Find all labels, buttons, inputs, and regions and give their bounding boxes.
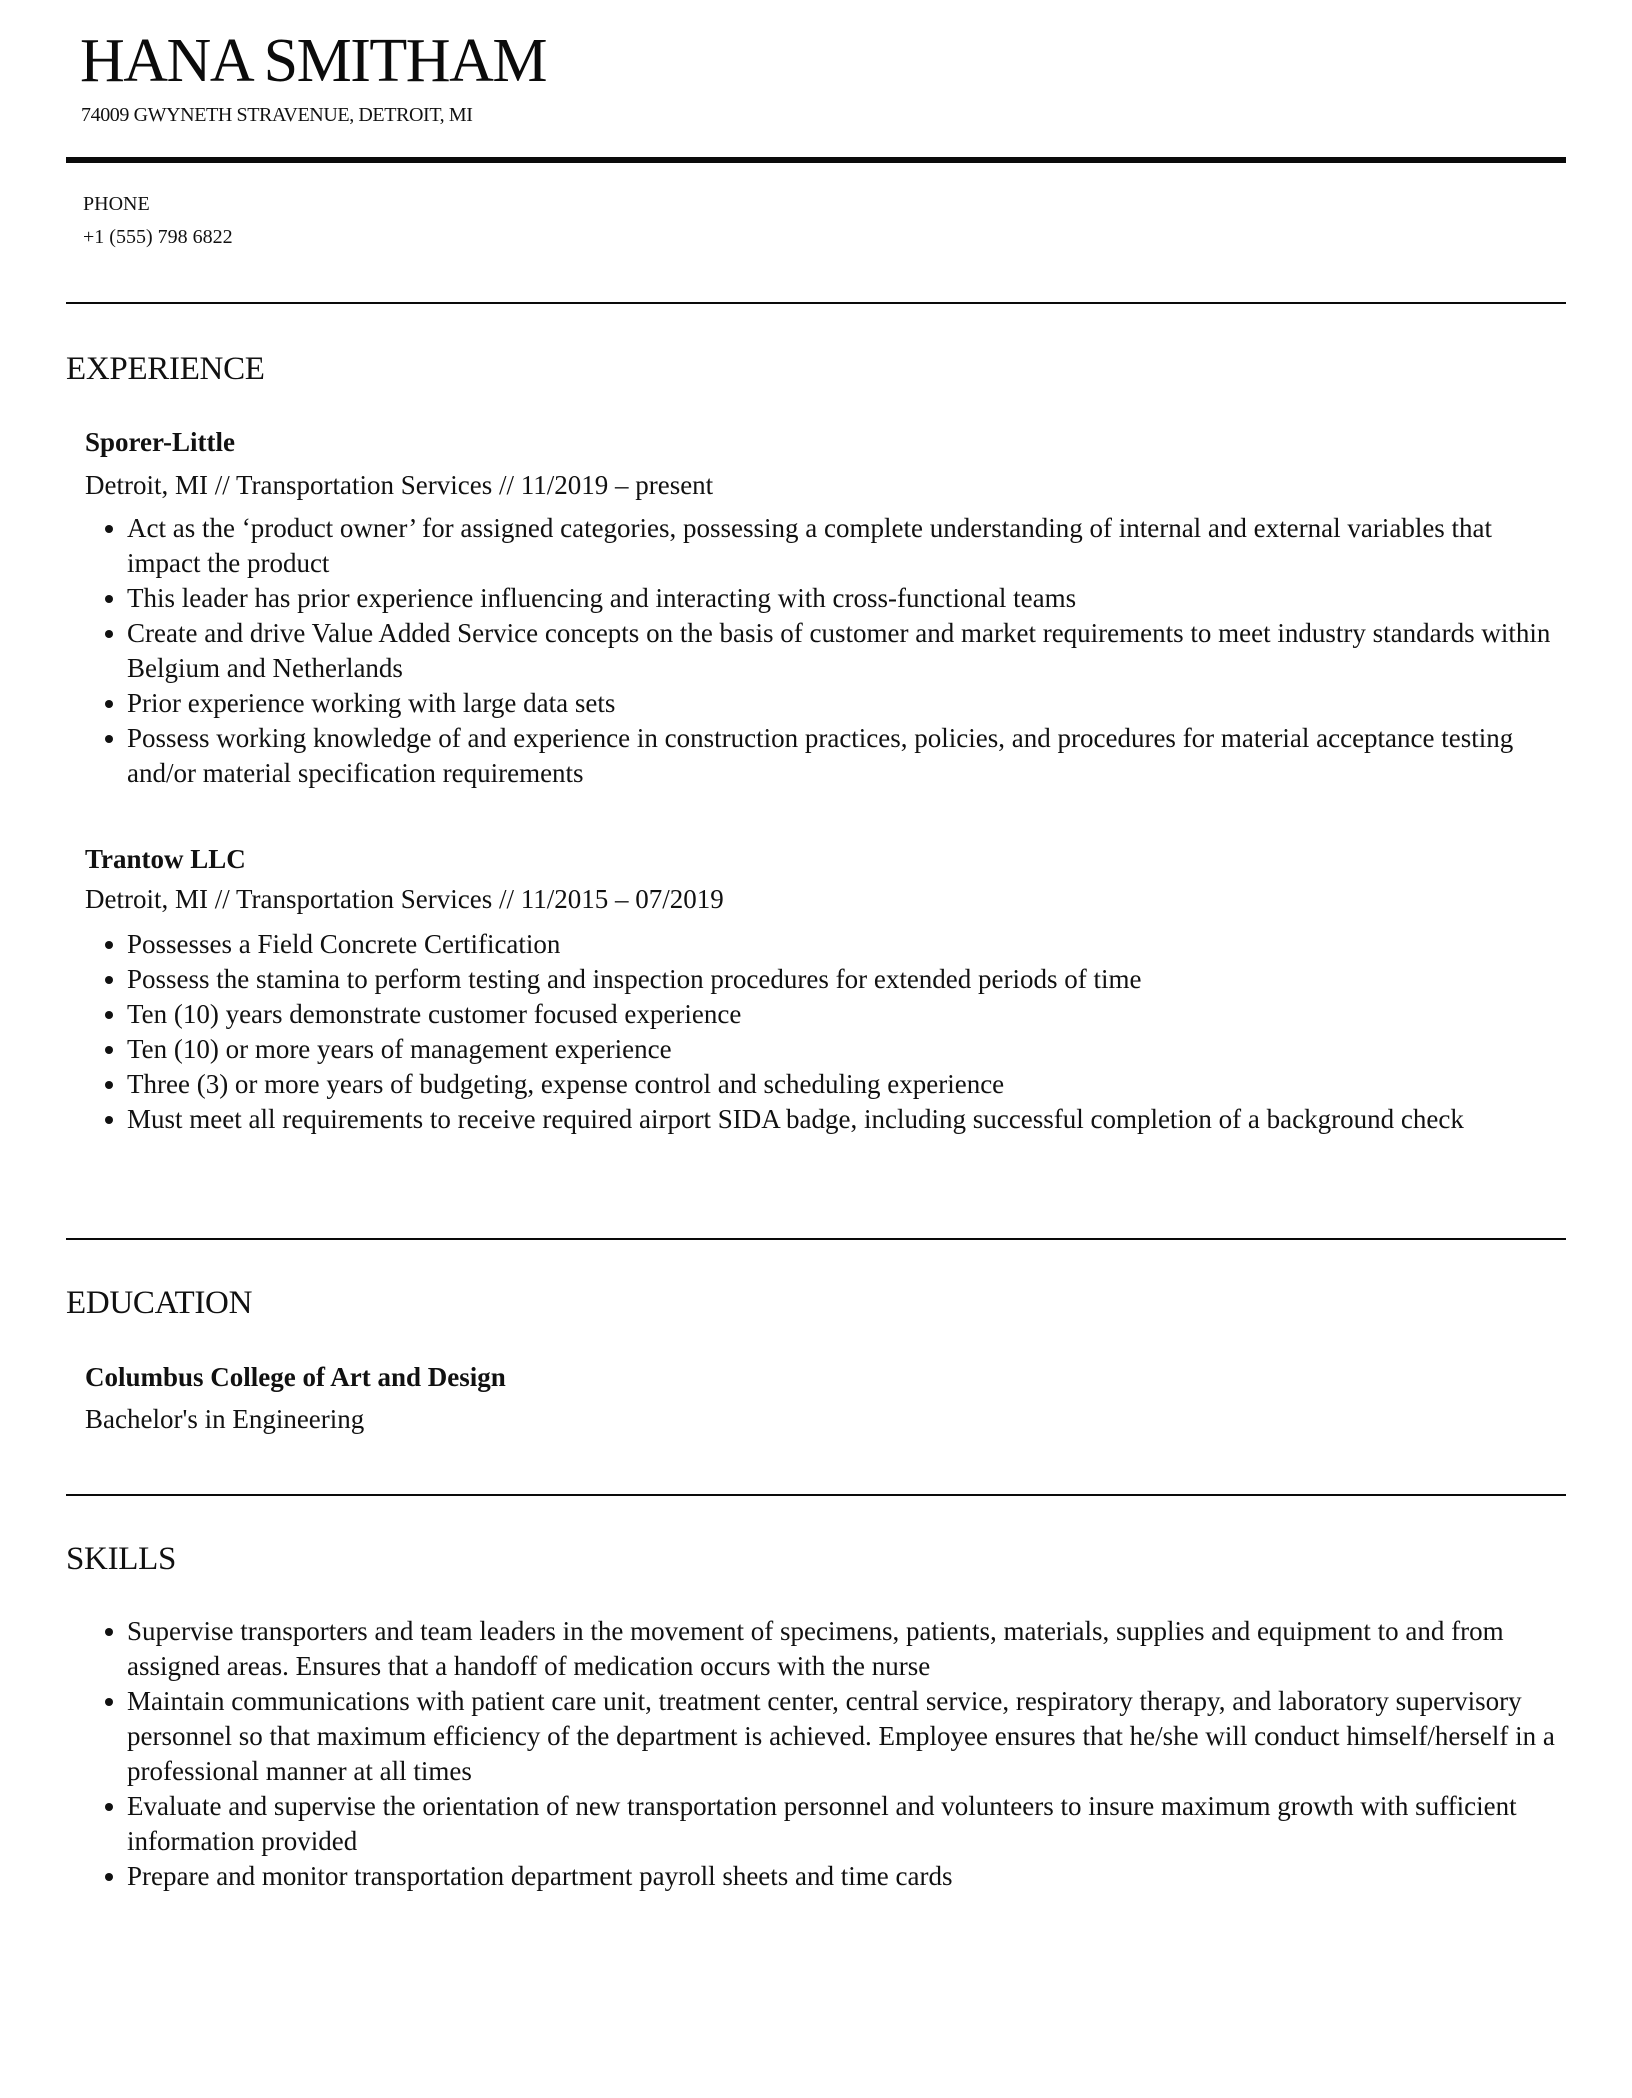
bullet-text: Possess the stamina to perform testing and inspection procedures for extended periods of time [127,964,1142,994]
bullet-text: Prior experience working with large data sets [127,688,616,718]
job-bullets [127,511,1567,791]
bullet-icon [105,630,113,638]
job-bullet [127,927,1567,962]
bullet-text: Ten (10) years demonstrate customer focused experience [127,999,742,1029]
skills-heading: SKILLS [66,1541,177,1577]
skill-item [127,1614,1567,1684]
job-bullet [127,581,1567,616]
job-bullets [127,927,1567,1137]
bullet-icon [105,1628,113,1636]
bullet-icon [105,525,113,533]
bullet-icon [105,976,113,984]
bullet-icon [105,1046,113,1054]
bullet-text: Must meet all requirements to receive required airport SIDA badge, including successful completion of a background check [127,1104,1464,1134]
skill-item [127,1684,1567,1789]
job-bullet [127,962,1567,997]
bullet-text: Possess working knowledge of and experience in construction practices, policies, and procedures for material acceptance testing and/or material specification requirements [127,723,1514,788]
phone-label: PHONE [83,193,150,215]
job-meta: Detroit, MI // Transportation Services // 11/2019 – present [85,470,714,500]
bullet-icon [105,700,113,708]
education-degree: Bachelor's in Engineering [85,1404,365,1434]
skill-text: Evaluate and supervise the orientation of new transportation personnel and volunteers to insure maximum growth with sufficient information provided [127,1791,1517,1856]
skills-list [127,1614,1567,1894]
phone-value: +1 (555) 798 6822 [83,226,233,248]
bullet-icon [105,1803,113,1811]
job-bullet [127,1067,1567,1102]
bullet-text: Three (3) or more years of budgeting, expense control and scheduling experience [127,1069,1005,1099]
contact-divider [66,302,1566,304]
experience-heading: EXPERIENCE [66,351,265,387]
job-company: Trantow LLC [85,844,246,874]
candidate-name: HANA SMITHAM [80,27,546,95]
skill-text: Maintain communications with patient care unit, treatment center, central service, respiratory therapy, and laboratory supervisory personnel so that maximum efficiency of the department is achieved. Employee ensures that he/she will conduct himself/herself in a professional manner at all times [127,1686,1555,1786]
skill-item [127,1859,1567,1894]
job-bullet [127,511,1567,581]
bullet-text: Create and drive Value Added Service concepts on the basis of customer and market requirements to meet industry standards within Belgium and Netherlands [127,618,1551,683]
bullet-icon [105,941,113,949]
candidate-address: 74009 GWYNETH STRAVENUE, DETROIT, MI [81,104,473,126]
job-bullet [127,1032,1567,1067]
job-meta: Detroit, MI // Transportation Services // 11/2015 – 07/2019 [85,884,724,914]
bullet-icon [105,1011,113,1019]
skill-item [127,1789,1567,1859]
job-bullet [127,616,1567,686]
job-bullet [127,1102,1567,1137]
bullet-icon [105,735,113,743]
job-company: Sporer-Little [85,427,235,457]
education-heading: EDUCATION [66,1285,253,1321]
bullet-text: Ten (10) or more years of management experience [127,1034,672,1064]
education-school: Columbus College of Art and Design [85,1362,506,1392]
bullet-icon [105,595,113,603]
header-divider [66,157,1566,163]
job-bullet [127,686,1567,721]
skill-text: Supervise transporters and team leaders in the movement of specimens, patients, materials, supplies and equipment to and from assigned areas. Ensures that a handoff of medication occurs with the nurse [127,1616,1504,1681]
bullet-icon [105,1873,113,1881]
bullet-text: This leader has prior experience influencing and interacting with cross-functional teams [127,583,1077,613]
bullet-text: Possesses a Field Concrete Certification [127,929,561,959]
skill-text: Prepare and monitor transportation department payroll sheets and time cards [127,1861,953,1891]
bullet-text: Act as the ‘product owner’ for assigned categories, possessing a complete understanding of internal and external variables that impact the product [127,513,1493,578]
bullet-icon [105,1081,113,1089]
job-bullet [127,721,1567,791]
bullet-icon [105,1698,113,1706]
education-divider [66,1494,1566,1496]
experience-divider [66,1238,1566,1240]
bullet-icon [105,1116,113,1124]
job-bullet [127,997,1567,1032]
